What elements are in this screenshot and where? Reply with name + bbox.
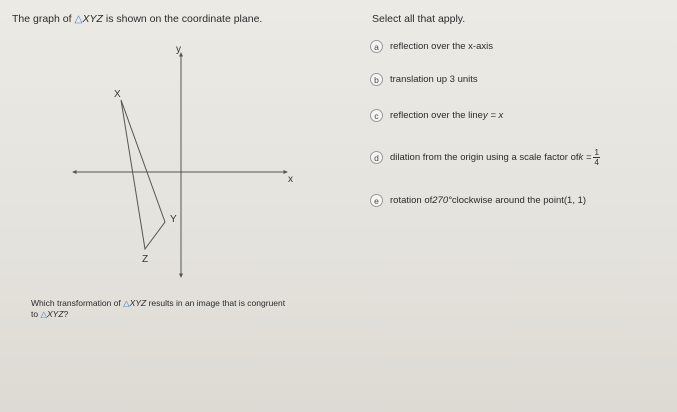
option-a-badge: a: [370, 40, 383, 53]
option-e-angle: 270°: [432, 195, 452, 206]
fraction-numerator: 1: [594, 148, 599, 157]
option-a[interactable]: [370, 40, 493, 53]
option-e-point: (1, 1): [563, 195, 587, 206]
instructions-text: Select all that apply.: [372, 13, 466, 25]
intro-triangle-name: XYZ: [82, 13, 103, 25]
option-d-badge: d: [370, 151, 383, 164]
question-line2-suffix: ?: [63, 309, 69, 319]
option-d-fraction: [593, 148, 599, 167]
question-line2-triangle-name: XYZ: [47, 309, 64, 319]
option-c[interactable]: [370, 109, 503, 122]
option-c-badge: c: [370, 109, 383, 122]
intro-prefix: The graph of: [12, 13, 75, 25]
option-e[interactable]: [370, 194, 586, 207]
question-text: [31, 298, 361, 320]
intro-text: [12, 13, 262, 25]
question-line1-prefix: Which transformation of: [31, 298, 124, 308]
option-e-label-suffix: clockwise around the point: [451, 195, 564, 206]
y-axis-label: y: [176, 44, 181, 55]
option-d-math: k =: [578, 152, 592, 163]
triangle-icon: △: [74, 13, 83, 25]
vertex-y-label: Y: [170, 214, 177, 225]
option-e-badge: e: [370, 194, 383, 207]
option-b[interactable]: [370, 73, 478, 86]
option-b-label: translation up 3 units: [390, 74, 478, 85]
vertex-z-label: Z: [142, 254, 149, 265]
vertex-x-label: X: [114, 89, 121, 100]
question-triangle-name: XYZ: [129, 298, 147, 308]
coordinate-plane: [60, 40, 310, 290]
option-c-label: reflection over the line: [390, 110, 483, 121]
x-axis-label: x: [288, 174, 293, 185]
option-b-badge: b: [370, 73, 383, 86]
intro-suffix: is shown on the coordinate plane.: [102, 13, 263, 25]
option-c-math: y = x: [482, 110, 504, 121]
question-line2-prefix: to: [31, 309, 41, 319]
option-d-label: dilation from the origin using a scale factor of: [390, 152, 579, 163]
option-a-label: reflection over the x-axis: [390, 41, 493, 52]
option-e-label: rotation of: [390, 195, 433, 206]
triangle-xyz: [121, 100, 165, 249]
fraction-denominator: 4: [594, 158, 599, 167]
option-d[interactable]: [370, 148, 600, 167]
triangle-icon: △: [40, 309, 47, 319]
triangle-icon: △: [123, 298, 130, 308]
question-line1-suffix: results in an image that is congruent: [146, 298, 286, 308]
